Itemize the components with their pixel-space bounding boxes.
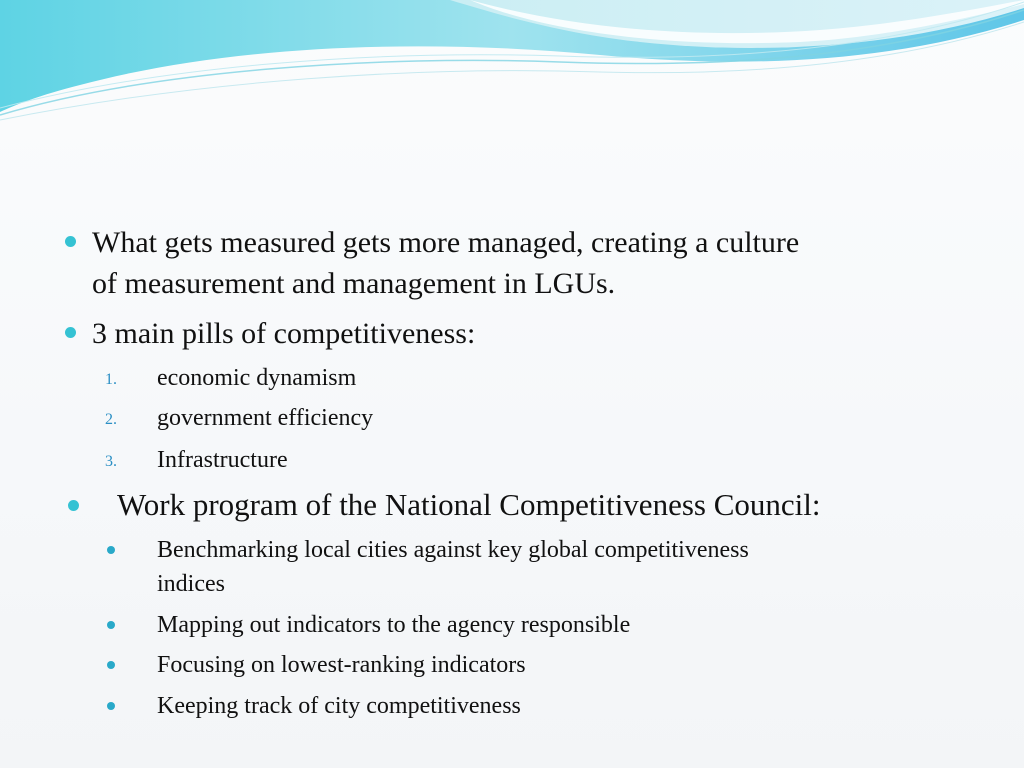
number-marker: 3. (105, 453, 117, 470)
numbered-item-1: economic dynamism (157, 365, 357, 391)
sub-bullet-2-line-1: Mapping out indicators to the agency responsible (157, 612, 631, 638)
sub-bullet-3-line-1: Focusing on lowest-ranking indicators (157, 652, 526, 678)
number-marker: 2. (105, 411, 117, 428)
sub-bullet-1-line-1: Benchmarking local cities against key global competitiveness (157, 537, 749, 563)
sub-bullet-dot-icon (107, 661, 115, 669)
numbered-item-3: Infrastructure (157, 447, 288, 473)
bullet-1-line-1: What gets measured gets more managed, creating a culture (92, 226, 800, 259)
number-marker: 1. (105, 371, 117, 388)
bullet-3-line-1: Work program of the National Competitiveness Council: (117, 487, 821, 522)
bullet-dot-icon (65, 327, 76, 338)
numbered-item-2: government efficiency (157, 405, 374, 431)
bullet-2-line-1: 3 main pills of competitiveness: (92, 317, 476, 350)
bullet-1-line-2: of measurement and management in LGUs. (92, 267, 616, 300)
sub-bullet-1-line-2: indices (157, 571, 225, 597)
sub-bullet-dot-icon (107, 702, 115, 710)
bullet-dot-icon (68, 500, 79, 511)
sub-bullet-dot-icon (107, 621, 115, 629)
bullet-dot-icon (65, 236, 76, 247)
sub-bullet-dot-icon (107, 546, 115, 554)
sub-bullet-4-line-1: Keeping track of city competitiveness (157, 693, 521, 719)
